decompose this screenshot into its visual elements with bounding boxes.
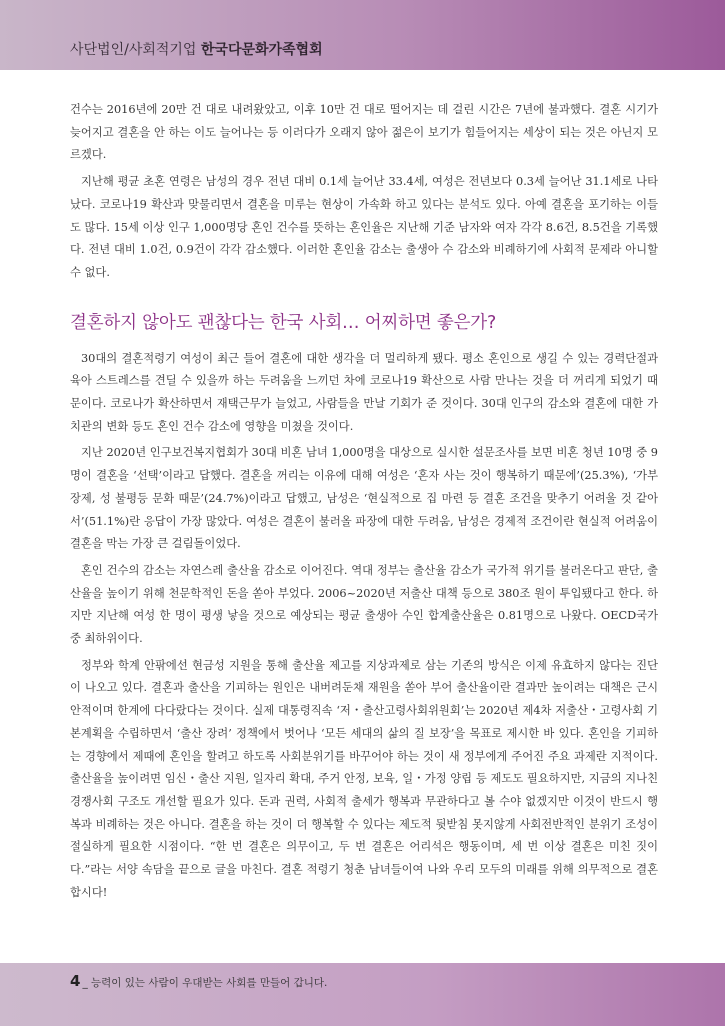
header-org-prefix: 사단법인/사회적기업 xyxy=(70,42,197,58)
article-body xyxy=(70,99,658,905)
paragraph: 정부와 학계 안팎에선 현금성 지원을 통해 출산율 제고를 지상과제로 삼는 기존의 방식은 이제 유효하지 않다는 진단이 나오고 있다. 결혼과 출산을 기피하는 원인은 내버려둔채 재원을 쏟아 부어 출산율이란 결과만 높이려는 대책은 근시안적이며 한계에 다다랐다는 것이다. 실제 대통령직속 ‘저・출산고령사회위원회’는 2020년 제4차 저출산・고령사회 기본계획을 수립하면서 ‘출산 장려’ 정책에서 벗어나 ‘모든 세대의 삶의 질 보장’을 목표로 제시한 바 있다. 혼인을 기피하는 경향에서 제때에 혼인을 할려고 하도록 사회분위기를 바꾸어야 하는 것이 새 정부에게 주어진 주요 과제란 지적이다. 출산율을 높이려면 임신・출산 지원, 일자리 확대, 주거 안정, 보육, 일・가정 양립 등 제도도 필요하지만, 지금의 지나친 경쟁사회 구조도 개선할 필요가 있다. 돈과 권력, 사회적 출세가 행복과 무관하다고 볼 수야 없겠지만 이것이 반드시 행복과 비례하는 것은 아니다. 결혼을 하는 것이 더 행복할 수 있다는 제도적 뒷받침 못지않게 사회전반적인 분위기 조성이 절실하게 필요한 시점이다. “한 번 결혼은 의무이고, 두 번 결혼은 어리석은 행동이며, 세 번 이상 결혼은 미친 짓이다.”라는 서양 속담을 끝으로 글을 마친다. 결혼 적령기 청춘 남녀들이여 나와 우리 모두의 미래를 위해 의무적으로 결혼합시다! xyxy=(70,658,658,899)
paragraph: 지난 2020년 인구보건복지협회가 30대 비혼 남녀 1,000명을 대상으로 실시한 설문조사를 보면 비혼 청년 10명 중 9명이 결혼을 ‘선택’이라고 답했다. 결혼을 꺼리는 이유에 대해 여성은 ‘혼자 사는 것이 행복하기 때문에’(25.3%), ‘가부장제, 성 불평등 문화 때문’(24.7%)이라고 답했고, 남성은 ‘현실적으로 집 마련 등 결혼 조건을 맞추기 어려울 것 같아서’(51.1%)란 응답이 가장 많았다. 여성은 결혼이 불러올 파장에 대한 두려움, 남성은 경제적 조건이란 현실적 어려움이 결혼을 막는 가장 큰 걸림돌이었다. xyxy=(70,446,658,551)
section-title: 결혼하지 않아도 괜찮다는 한국 사회… 어찌하면 좋은가? xyxy=(70,312,497,333)
footer-line xyxy=(70,972,327,990)
paragraph: 건수는 2016년에 20만 건 대로 내려왔았고, 이후 10만 건 대로 떨어지는 데 걸린 시간은 7년에 불과했다. 결혼 시기가 늦어지고 결혼을 안 하는 이도 늘어나는 등 이러다가 오래지 않아 젊은이 보기가 힘들어지는 세상이 되는 것은 아닌지 모르겠다. xyxy=(70,103,658,162)
page-footer xyxy=(0,963,725,1026)
page-header xyxy=(0,0,725,70)
header-org xyxy=(70,39,323,59)
paragraph: 지난해 평균 초혼 연령은 남성의 경우 전년 대비 0.1세 늘어난 33.4세, 여성은 전년보다 0.3세 늘어난 31.1세로 나타났다. 코로나19 확산과 맞물리면서 결혼을 미루는 현상이 가속화 하고 있다는 분석도 있다. 아예 결혼을 포기하는 이들도 많다. 15세 이상 인구 1,000명당 혼인 건수를 뜻하는 혼인율은 지난해 기준 남자와 여자 각각 8.6건, 8.5건을 기록했다. 전년 대비 1.0건, 0.9건이 각각 감소했다. 이러한 혼인율 감소는 출생아 수 감소와 비례하기에 사회적 문제라 아니할 수 없다. xyxy=(70,175,658,279)
page-number: 4 xyxy=(70,972,81,990)
paragraph: 30대의 결혼적령기 여성이 최근 들어 결혼에 대한 생각을 더 멀리하게 됐다. 평소 혼인으로 생길 수 있는 경력단절과 육아 스트레스를 견딜 수 있을까 하는 두려움을 느끼던 차에 코로나19 확산으로 사람 만나는 것을 더 꺼리게 되었기 때문이다. 코로나가 확산하면서 재택근무가 늘었고, 사람들을 만날 기회가 준 것이다. 30대 인구의 감소와 결혼에 대한 가치관의 변화 등도 혼인 건수 감소에 영향을 미쳤을 것이다. xyxy=(70,351,658,433)
paragraph: 혼인 건수의 감소는 자연스레 출산율 감소로 이어진다. 역대 정부는 출산율 감소가 국가적 위기를 불러온다고 판단, 출산율을 높이기 위해 천문학적인 돈을 쏟아 부었다. 2006~2020년 저출산 대책 등으로 380조 원이 투입됐다고 한다. 하지만 지난해 여성 한 명이 평생 낳을 것으로 예상되는 평균 출생아 수인 합계출산율은 0.81명으로 나왔다. OECD국가 중 최하위이다. xyxy=(70,563,658,646)
footer-slogan: _ 능력이 있는 사람이 우대받는 사회를 만들어 갑니다. xyxy=(82,977,328,989)
header-org-name: 한국다문화가족협회 xyxy=(200,42,323,58)
